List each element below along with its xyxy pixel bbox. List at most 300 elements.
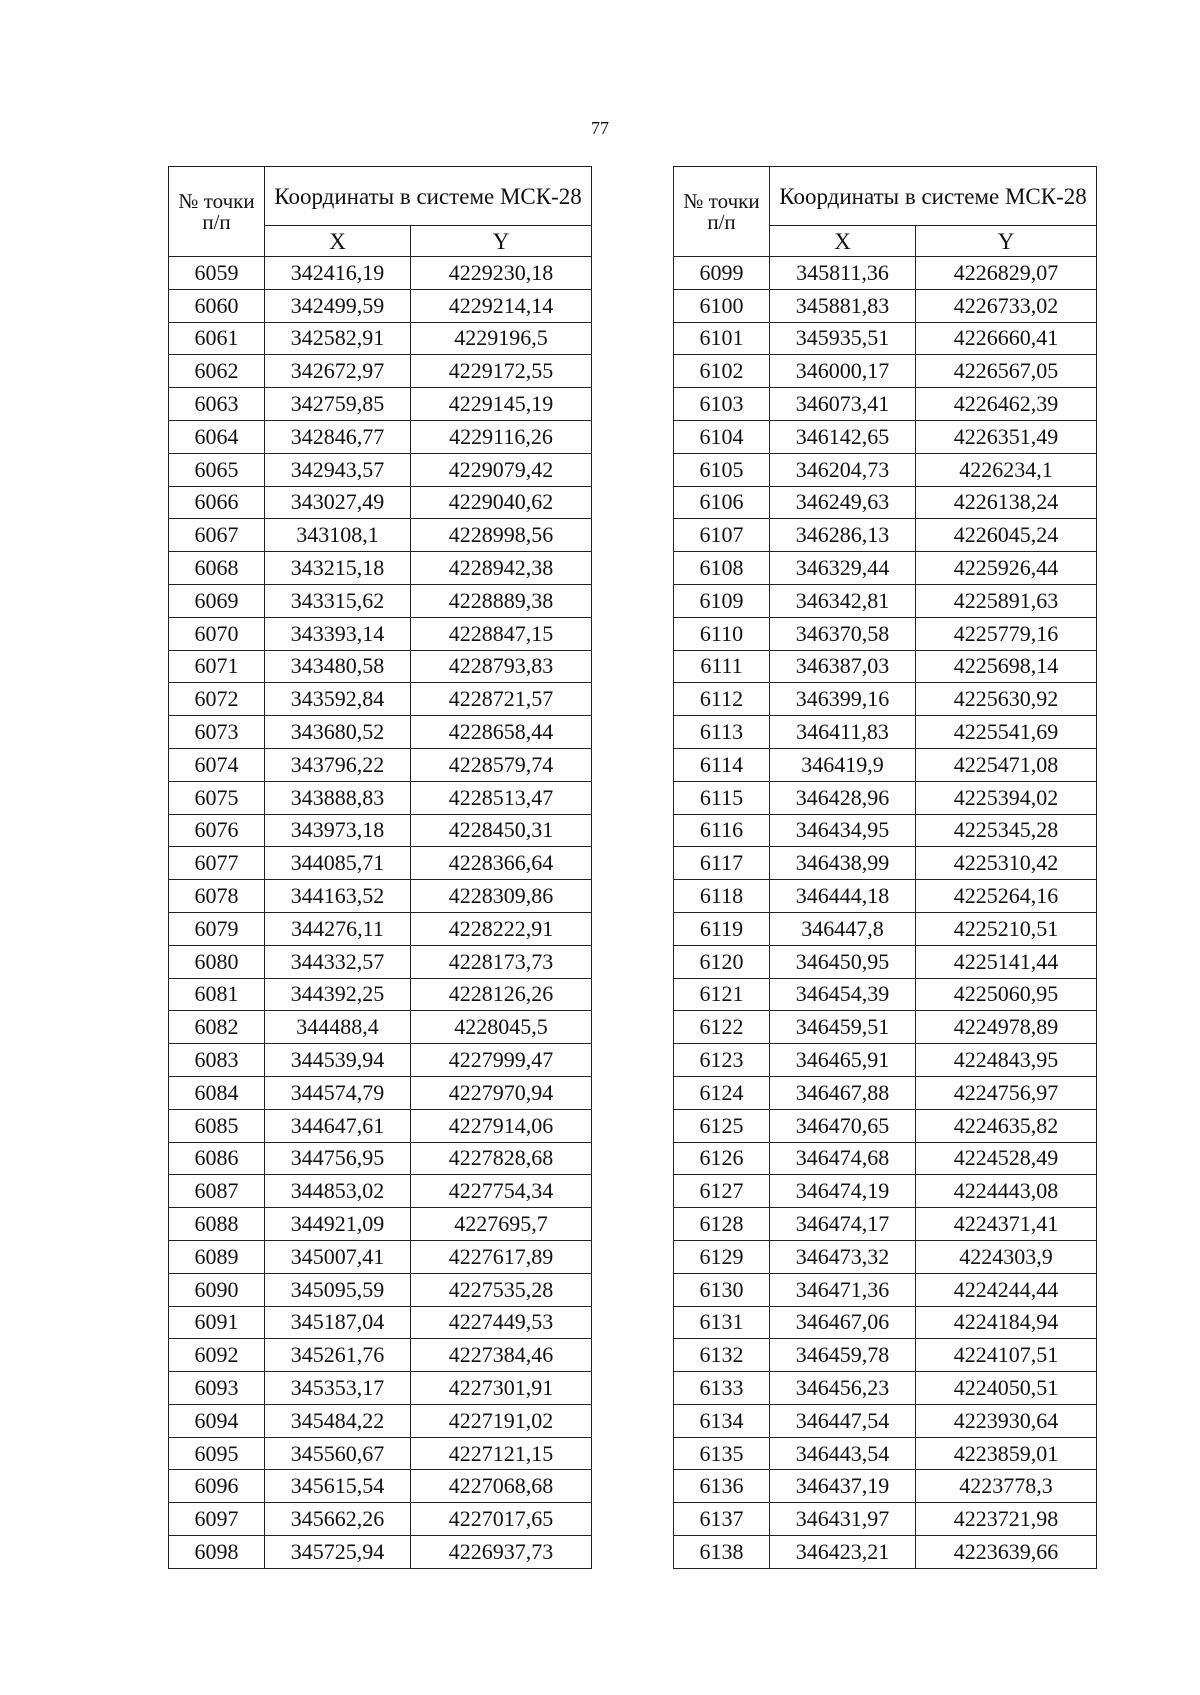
cell-point-number: 6086: [169, 1142, 265, 1175]
table-body-right: [674, 257, 1097, 1569]
cell-point-number: 6107: [674, 519, 770, 552]
cell-y: 4226045,24: [916, 519, 1097, 552]
cell-point-number: 6105: [674, 453, 770, 486]
cell-y: 4227970,94: [411, 1076, 592, 1109]
table-row: [674, 1306, 1097, 1339]
cell-x: 346434,95: [770, 814, 916, 847]
table-row: [169, 814, 592, 847]
cell-point-number: 6081: [169, 978, 265, 1011]
cell-y: 4227914,06: [411, 1109, 592, 1142]
cell-x: 342943,57: [265, 453, 411, 486]
cell-x: 344488,4: [265, 1011, 411, 1044]
cell-point-number: 6064: [169, 420, 265, 453]
cell-y: 4228942,38: [411, 552, 592, 585]
cell-point-number: 6108: [674, 552, 770, 585]
cell-y: 4227449,53: [411, 1306, 592, 1339]
cell-x: 345935,51: [770, 322, 916, 355]
cell-y: 4227017,65: [411, 1503, 592, 1536]
table-row: [169, 257, 592, 290]
cell-x: 345725,94: [265, 1536, 411, 1569]
cell-y: 4229214,14: [411, 289, 592, 322]
cell-x: 343027,49: [265, 486, 411, 519]
table-row: [674, 716, 1097, 749]
table-row: [169, 1404, 592, 1437]
table-row: [674, 289, 1097, 322]
cell-y: 4225541,69: [916, 716, 1097, 749]
table-row: [169, 1437, 592, 1470]
cell-y: 4226660,41: [916, 322, 1097, 355]
cell-x: 343315,62: [265, 584, 411, 617]
cell-y: 4227828,68: [411, 1142, 592, 1175]
cell-y: 4228579,74: [411, 748, 592, 781]
column-header-y: Y: [916, 226, 1097, 257]
table-row: [674, 1208, 1097, 1241]
cell-y: 4228309,86: [411, 880, 592, 913]
cell-point-number: 6100: [674, 289, 770, 322]
table-row: [169, 420, 592, 453]
cell-x: 344332,57: [265, 945, 411, 978]
cell-y: 4228126,26: [411, 978, 592, 1011]
cell-y: 4224050,51: [916, 1372, 1097, 1405]
table-row: [169, 1273, 592, 1306]
cell-x: 346329,44: [770, 552, 916, 585]
cell-x: 345662,26: [265, 1503, 411, 1536]
column-header-point-number: № точки п/п: [169, 167, 265, 257]
table-row: [674, 1536, 1097, 1569]
cell-x: 346459,78: [770, 1339, 916, 1372]
cell-y: 4229116,26: [411, 420, 592, 453]
cell-point-number: 6089: [169, 1240, 265, 1273]
cell-x: 344392,25: [265, 978, 411, 1011]
table-row: [674, 257, 1097, 290]
cell-point-number: 6118: [674, 880, 770, 913]
cell-x: 342759,85: [265, 388, 411, 421]
table-row: [674, 1076, 1097, 1109]
table-row: [674, 683, 1097, 716]
cell-y: 4229145,19: [411, 388, 592, 421]
cell-y: 4228513,47: [411, 781, 592, 814]
cell-y: 4227695,7: [411, 1208, 592, 1241]
cell-x: 342416,19: [265, 257, 411, 290]
cell-x: 344276,11: [265, 912, 411, 945]
cell-x: 346419,9: [770, 748, 916, 781]
cell-point-number: 6122: [674, 1011, 770, 1044]
table-row: [674, 1437, 1097, 1470]
cell-y: 4225698,14: [916, 650, 1097, 683]
cell-y: 4225394,02: [916, 781, 1097, 814]
cell-point-number: 6060: [169, 289, 265, 322]
cell-point-number: 6115: [674, 781, 770, 814]
cell-x: 346456,23: [770, 1372, 916, 1405]
cell-y: 4228889,38: [411, 584, 592, 617]
cell-x: 344085,71: [265, 847, 411, 880]
cell-point-number: 6074: [169, 748, 265, 781]
cell-y: 4227191,02: [411, 1404, 592, 1437]
table-row: [169, 945, 592, 978]
cell-point-number: 6133: [674, 1372, 770, 1405]
cell-y: 4225471,08: [916, 748, 1097, 781]
cell-y: 4227301,91: [411, 1372, 592, 1405]
coordinates-table-right: [673, 166, 1097, 1569]
table-row: [169, 781, 592, 814]
cell-point-number: 6110: [674, 617, 770, 650]
table-row: [169, 289, 592, 322]
table-row: [674, 519, 1097, 552]
cell-y: 4226733,02: [916, 289, 1097, 322]
cell-y: 4225141,44: [916, 945, 1097, 978]
table-row: [169, 322, 592, 355]
table-row: [169, 1536, 592, 1569]
cell-x: 344574,79: [265, 1076, 411, 1109]
cell-point-number: 6119: [674, 912, 770, 945]
table-row: [674, 420, 1097, 453]
cell-y: 4224107,51: [916, 1339, 1097, 1372]
cell-x: 346444,18: [770, 880, 916, 913]
cell-x: 345811,36: [770, 257, 916, 290]
table-row: [169, 1208, 592, 1241]
table-row: [169, 1109, 592, 1142]
cell-y: 4225345,28: [916, 814, 1097, 847]
cell-point-number: 6091: [169, 1306, 265, 1339]
cell-x: 346459,51: [770, 1011, 916, 1044]
cell-point-number: 6075: [169, 781, 265, 814]
table-body-left: [169, 257, 592, 1569]
table-row: [674, 650, 1097, 683]
cell-x: 344647,61: [265, 1109, 411, 1142]
cell-point-number: 6113: [674, 716, 770, 749]
cell-y: 4223721,98: [916, 1503, 1097, 1536]
cell-point-number: 6072: [169, 683, 265, 716]
cell-x: 346431,97: [770, 1503, 916, 1536]
table-row: [169, 1470, 592, 1503]
cell-x: 346370,58: [770, 617, 916, 650]
column-header-coordinates: Координаты в системе МСК-28: [265, 167, 592, 226]
table-row: [674, 1503, 1097, 1536]
cell-y: 4227121,15: [411, 1437, 592, 1470]
cell-point-number: 6109: [674, 584, 770, 617]
coordinates-table-left: [168, 166, 592, 1569]
cell-y: 4227535,28: [411, 1273, 592, 1306]
cell-point-number: 6137: [674, 1503, 770, 1536]
table-row: [169, 716, 592, 749]
cell-y: 4223930,64: [916, 1404, 1097, 1437]
cell-x: 344853,02: [265, 1175, 411, 1208]
table-row: [169, 748, 592, 781]
table-row: [674, 617, 1097, 650]
cell-x: 346474,68: [770, 1142, 916, 1175]
cell-y: 4225264,16: [916, 880, 1097, 913]
cell-x: 346454,39: [770, 978, 916, 1011]
cell-y: 4229230,18: [411, 257, 592, 290]
cell-point-number: 6059: [169, 257, 265, 290]
table-row: [169, 453, 592, 486]
cell-point-number: 6071: [169, 650, 265, 683]
table-row: [169, 1044, 592, 1077]
cell-point-number: 6096: [169, 1470, 265, 1503]
cell-x: 346387,03: [770, 650, 916, 683]
cell-point-number: 6120: [674, 945, 770, 978]
cell-x: 342582,91: [265, 322, 411, 355]
cell-point-number: 6102: [674, 355, 770, 388]
table-row: [169, 1339, 592, 1372]
cell-y: 4224635,82: [916, 1109, 1097, 1142]
cell-y: 4223778,3: [916, 1470, 1097, 1503]
cell-x: 342672,97: [265, 355, 411, 388]
cell-y: 4229196,5: [411, 322, 592, 355]
cell-y: 4226462,39: [916, 388, 1097, 421]
cell-point-number: 6068: [169, 552, 265, 585]
cell-x: 344539,94: [265, 1044, 411, 1077]
cell-y: 4228793,83: [411, 650, 592, 683]
cell-point-number: 6112: [674, 683, 770, 716]
cell-point-number: 6063: [169, 388, 265, 421]
cell-y: 4226829,07: [916, 257, 1097, 290]
cell-point-number: 6082: [169, 1011, 265, 1044]
cell-y: 4224244,44: [916, 1273, 1097, 1306]
cell-y: 4224528,49: [916, 1142, 1097, 1175]
cell-x: 346467,06: [770, 1306, 916, 1339]
cell-x: 346467,88: [770, 1076, 916, 1109]
cell-point-number: 6135: [674, 1437, 770, 1470]
cell-point-number: 6067: [169, 519, 265, 552]
cell-x: 346423,21: [770, 1536, 916, 1569]
table-row: [674, 552, 1097, 585]
cell-point-number: 6098: [169, 1536, 265, 1569]
cell-point-number: 6126: [674, 1142, 770, 1175]
cell-y: 4225779,16: [916, 617, 1097, 650]
column-header-x: X: [265, 226, 411, 257]
cell-x: 342846,77: [265, 420, 411, 453]
cell-x: 343393,14: [265, 617, 411, 650]
cell-y: 4228173,73: [411, 945, 592, 978]
cell-x: 346073,41: [770, 388, 916, 421]
cell-y: 4227754,34: [411, 1175, 592, 1208]
cell-x: 346474,19: [770, 1175, 916, 1208]
cell-y: 4225891,63: [916, 584, 1097, 617]
cell-point-number: 6111: [674, 650, 770, 683]
cell-x: 346399,16: [770, 683, 916, 716]
cell-point-number: 6066: [169, 486, 265, 519]
cell-y: 4225210,51: [916, 912, 1097, 945]
cell-x: 346438,99: [770, 847, 916, 880]
cell-y: 4227999,47: [411, 1044, 592, 1077]
table-row: [169, 912, 592, 945]
table-row: [674, 1011, 1097, 1044]
cell-x: 346142,65: [770, 420, 916, 453]
table-row: [674, 880, 1097, 913]
table-row: [169, 552, 592, 585]
cell-point-number: 6117: [674, 847, 770, 880]
cell-point-number: 6132: [674, 1339, 770, 1372]
cell-y: 4227617,89: [411, 1240, 592, 1273]
cell-x: 346474,17: [770, 1208, 916, 1241]
cell-x: 345095,59: [265, 1273, 411, 1306]
table-row: [674, 355, 1097, 388]
table-row: [169, 650, 592, 683]
table-row: [674, 388, 1097, 421]
cell-y: 4224371,41: [916, 1208, 1097, 1241]
table-row: [674, 1404, 1097, 1437]
cell-x: 345615,54: [265, 1470, 411, 1503]
table-row: [674, 978, 1097, 1011]
cell-x: 344756,95: [265, 1142, 411, 1175]
cell-x: 345560,67: [265, 1437, 411, 1470]
cell-x: 346342,81: [770, 584, 916, 617]
cell-point-number: 6095: [169, 1437, 265, 1470]
table-row: [674, 847, 1097, 880]
cell-x: 343215,18: [265, 552, 411, 585]
table-row: [674, 1273, 1097, 1306]
cell-point-number: 6080: [169, 945, 265, 978]
cell-y: 4228658,44: [411, 716, 592, 749]
table-row: [674, 912, 1097, 945]
cell-point-number: 6092: [169, 1339, 265, 1372]
cell-x: 343796,22: [265, 748, 411, 781]
table-row: [169, 1240, 592, 1273]
table-row: [169, 388, 592, 421]
cell-y: 4228847,15: [411, 617, 592, 650]
table-row: [169, 880, 592, 913]
table-row: [674, 748, 1097, 781]
cell-x: 346447,54: [770, 1404, 916, 1437]
table-row: [674, 1044, 1097, 1077]
cell-y: 4224303,9: [916, 1240, 1097, 1273]
cell-point-number: 6087: [169, 1175, 265, 1208]
table-row: [169, 1175, 592, 1208]
cell-point-number: 6097: [169, 1503, 265, 1536]
cell-point-number: 6078: [169, 880, 265, 913]
cell-x: 346286,13: [770, 519, 916, 552]
cell-x: 343592,84: [265, 683, 411, 716]
cell-point-number: 6099: [674, 257, 770, 290]
cell-y: 4228222,91: [411, 912, 592, 945]
page-number: 77: [591, 118, 609, 138]
cell-point-number: 6136: [674, 1470, 770, 1503]
cell-point-number: 6084: [169, 1076, 265, 1109]
cell-y: 4228450,31: [411, 814, 592, 847]
column-header-coordinates: Координаты в системе МСК-28: [770, 167, 1097, 226]
cell-x: 343680,52: [265, 716, 411, 749]
cell-y: 4227384,46: [411, 1339, 592, 1372]
table-row: [169, 1503, 592, 1536]
cell-point-number: 6138: [674, 1536, 770, 1569]
cell-point-number: 6085: [169, 1109, 265, 1142]
cell-x: 346471,36: [770, 1273, 916, 1306]
cell-x: 345007,41: [265, 1240, 411, 1273]
cell-x: 346428,96: [770, 781, 916, 814]
cell-x: 346411,83: [770, 716, 916, 749]
cell-point-number: 6114: [674, 748, 770, 781]
cell-x: 346470,65: [770, 1109, 916, 1142]
table-row: [169, 1011, 592, 1044]
table-row: [169, 1306, 592, 1339]
table-row: [674, 453, 1097, 486]
cell-point-number: 6129: [674, 1240, 770, 1273]
cell-y: 4223859,01: [916, 1437, 1097, 1470]
table-row: [674, 584, 1097, 617]
cell-y: 4226937,73: [411, 1536, 592, 1569]
cell-y: 4229172,55: [411, 355, 592, 388]
cell-y: 4224756,97: [916, 1076, 1097, 1109]
cell-x: 345881,83: [770, 289, 916, 322]
cell-y: 4224443,08: [916, 1175, 1097, 1208]
cell-point-number: 6076: [169, 814, 265, 847]
cell-point-number: 6125: [674, 1109, 770, 1142]
cell-point-number: 6093: [169, 1372, 265, 1405]
cell-point-number: 6128: [674, 1208, 770, 1241]
cell-y: 4225926,44: [916, 552, 1097, 585]
table-row: [169, 1076, 592, 1109]
cell-x: 342499,59: [265, 289, 411, 322]
table-row: [169, 1372, 592, 1405]
table-row: [169, 617, 592, 650]
cell-x: 343973,18: [265, 814, 411, 847]
cell-x: 345187,04: [265, 1306, 411, 1339]
cell-point-number: 6090: [169, 1273, 265, 1306]
cell-x: 346000,17: [770, 355, 916, 388]
column-header-x: X: [770, 226, 916, 257]
cell-point-number: 6088: [169, 1208, 265, 1241]
cell-y: 4224978,89: [916, 1011, 1097, 1044]
cell-x: 346204,73: [770, 453, 916, 486]
cell-point-number: 6127: [674, 1175, 770, 1208]
cell-point-number: 6116: [674, 814, 770, 847]
cell-point-number: 6123: [674, 1044, 770, 1077]
table-row: [169, 519, 592, 552]
cell-y: 4227068,68: [411, 1470, 592, 1503]
cell-y: 4225060,95: [916, 978, 1097, 1011]
table-row: [674, 1109, 1097, 1142]
cell-x: 346465,91: [770, 1044, 916, 1077]
cell-x: 343480,58: [265, 650, 411, 683]
column-header-y: Y: [411, 226, 592, 257]
cell-point-number: 6131: [674, 1306, 770, 1339]
cell-point-number: 6101: [674, 322, 770, 355]
table-row: [674, 1240, 1097, 1273]
cell-y: 4225630,92: [916, 683, 1097, 716]
cell-point-number: 6061: [169, 322, 265, 355]
cell-point-number: 6130: [674, 1273, 770, 1306]
cell-x: 346447,8: [770, 912, 916, 945]
cell-y: 4228721,57: [411, 683, 592, 716]
cell-x: 346473,32: [770, 1240, 916, 1273]
cell-point-number: 6104: [674, 420, 770, 453]
cell-x: 343108,1: [265, 519, 411, 552]
table-row: [169, 486, 592, 519]
table-row: [674, 1470, 1097, 1503]
table-row: [674, 814, 1097, 847]
table-row: [169, 1142, 592, 1175]
cell-y: 4224184,94: [916, 1306, 1097, 1339]
cell-point-number: 6070: [169, 617, 265, 650]
cell-y: 4223639,66: [916, 1536, 1097, 1569]
table-row: [674, 781, 1097, 814]
table-row: [674, 945, 1097, 978]
cell-point-number: 6077: [169, 847, 265, 880]
cell-x: 346437,19: [770, 1470, 916, 1503]
cell-y: 4226567,05: [916, 355, 1097, 388]
table-row: [674, 1142, 1097, 1175]
cell-y: 4224843,95: [916, 1044, 1097, 1077]
cell-y: 4228366,64: [411, 847, 592, 880]
cell-x: 344163,52: [265, 880, 411, 913]
table-row: [169, 584, 592, 617]
table-row: [169, 978, 592, 1011]
table-row: [674, 1339, 1097, 1372]
cell-y: 4225310,42: [916, 847, 1097, 880]
cell-y: 4226234,1: [916, 453, 1097, 486]
table-row: [674, 322, 1097, 355]
